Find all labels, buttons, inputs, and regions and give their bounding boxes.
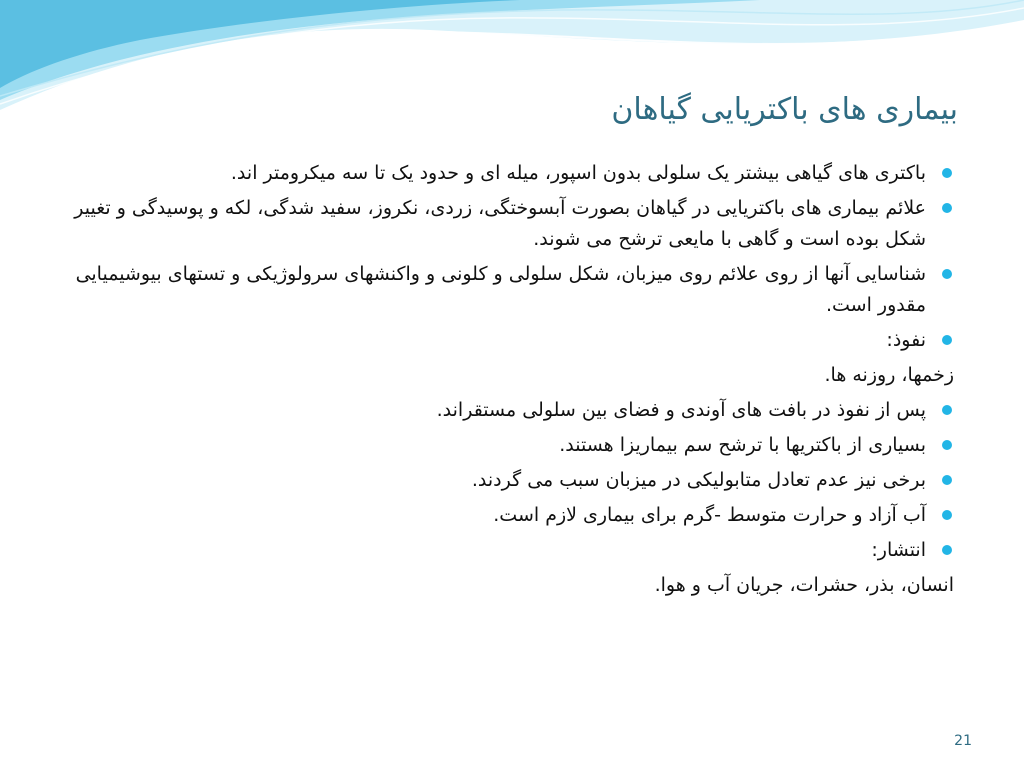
list-item [59, 158, 954, 189]
bullet-icon [942, 168, 952, 178]
list-item-text: بسیاری از باکتریها با ترشح سم بیماریزا هستند. [559, 434, 926, 456]
list-item [59, 259, 954, 321]
bullet-icon [942, 335, 952, 345]
bullet-icon [942, 405, 952, 415]
list-item-text: زخمها، روزنه ها. [824, 364, 954, 386]
slide-title: بیماری های باکتریایی گیاهان [611, 92, 958, 127]
bullet-icon [942, 510, 952, 520]
list-item-text: انتشار: [871, 539, 926, 561]
list-item [59, 535, 954, 566]
list-item [59, 570, 954, 601]
bullet-icon [942, 475, 952, 485]
list-item-text: آب آزاد و حرارت متوسط -گرم برای بیماری لازم است. [493, 504, 926, 526]
list-item-text: انسان، بذر، حشرات، جریان آب و هوا. [654, 574, 954, 596]
bullet-icon [942, 440, 952, 450]
page-number: 21 [954, 733, 972, 749]
list-item [59, 430, 954, 461]
list-item-text: برخی نیز عدم تعادل متابولیکی در میزبان سبب می گردند. [471, 469, 926, 491]
bullet-icon [942, 545, 952, 555]
list-item [59, 325, 954, 356]
list-item [59, 465, 954, 496]
list-item [59, 360, 954, 391]
list-item-text: باکتری های گیاهی بیشتر یک سلولی بدون اسپور، میله ای و حدود یک تا سه میکرومتر اند. [230, 162, 926, 184]
list-item [59, 500, 954, 531]
list-item-text: علائم بیماری های باکتریایی در گیاهان بصورت آبسوختگی، زردی، نکروز، سفید شدگی، لکه و پوسیدگی و تغییر شکل بوده است و گاهی با مایعی ترشح می شوند. [74, 197, 926, 250]
bullet-icon [942, 203, 952, 213]
list-item-text: پس از نفوذ در بافت های آوندی و فضای بین سلولی مستقراند. [436, 399, 926, 421]
list-item-text: شناسایی آنها از روی علائم روی میزبان، شکل سلولی و کلونی و واکنشهای سرولوژیکی و تستهای بیوشیمیایی مقدور است. [75, 263, 926, 316]
list-item-text: نفوذ: [886, 329, 926, 351]
list-item [59, 395, 954, 426]
bullet-list [59, 158, 954, 605]
list-item [59, 193, 954, 255]
bullet-icon [942, 269, 952, 279]
